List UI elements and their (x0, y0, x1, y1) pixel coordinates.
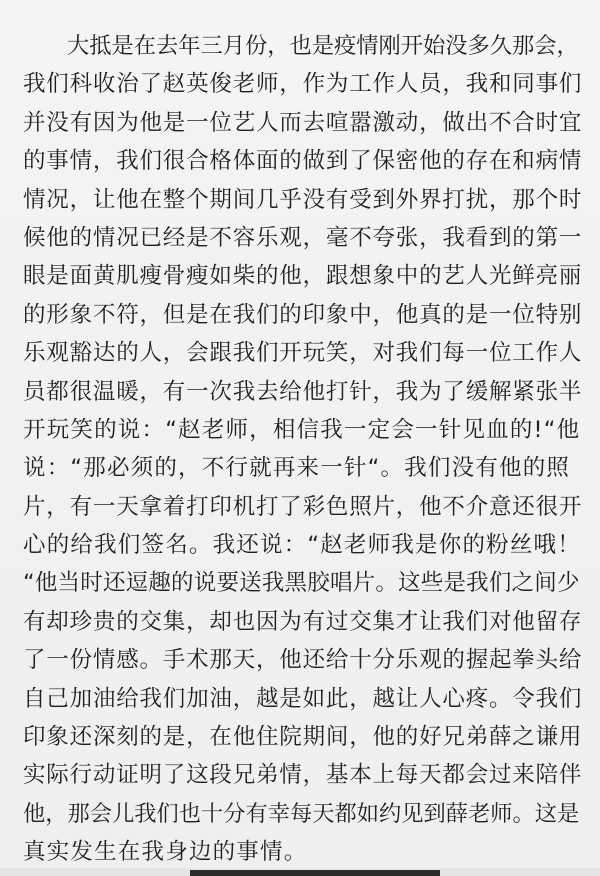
dark-strip (190, 870, 440, 876)
text-line: 的形象不符，但是在我们的印象中，他真的是一位特别 (23, 301, 583, 328)
text-line: 乐观豁达的人，会跟我们开玩笑，对我们每一位工作人 (23, 340, 583, 367)
text-line: 我们科收治了赵英俊老师，作为工作人员，我和同事们 (23, 71, 583, 98)
page-bottom-edge (0, 868, 600, 876)
text-line: 候他的情况已经是不容乐观，毫不夸张，我看到的第一 (23, 224, 583, 251)
text-line: 真实发生在我身边的事情。 (23, 839, 308, 866)
text-line: 开玩笑的说：“赵老师，相信我一定会一针见血的!“他 (23, 416, 581, 443)
text-line: 片，有一天拿着打印机打了彩色照片，他不介意还很开 (23, 493, 583, 520)
text-line: “他当时还逗趣的说要送我黑胶唱片。这些是我们之间少 (23, 570, 580, 597)
text-line: 说：“那必须的，不行就再来一针“。我们没有他的照 (23, 455, 571, 482)
text-line: 并没有因为他是一位艺人而去喧嚣激动，做出不合时宜 (23, 109, 583, 136)
text-line: 的事情，我们很合格体面的做到了保密他的存在和病情 (23, 148, 583, 175)
paragraph (23, 27, 583, 872)
text-line: 他，那会儿我们也十分有幸每天都如约见到薛老师。这是 (23, 800, 580, 827)
text-line: 大抵是在去年三月份，也是疫情刚开始没多久那会， (67, 33, 579, 59)
text-line: 心的给我们签名。我还说：“赵老师我是你的粉丝哦！ (23, 532, 581, 559)
text-line: 眼是面黄肌瘦骨瘦如柴的他，跟想象中的艺人光鲜亮丽 (23, 263, 583, 290)
text-line: 情况，让他在整个期间几乎没有受到外界打扰，那个时 (23, 186, 583, 213)
text-line: 自己加油给我们加油，越是如此，越让人心疼。令我们 (23, 685, 583, 712)
text-line: 有却珍贵的交集，却也因为有过交集才让我们对他留存 (23, 608, 583, 635)
text-line: 了一份情感。手术那天，他还给十分乐观的握起拳头给 (23, 647, 583, 674)
text-line: 印象还深刻的是，在他住院期间，他的好兄弟薛之谦用 (23, 724, 583, 751)
text-line: 员都很温暖，有一次我去给他打针，我为了缓解紧张半 (23, 378, 583, 405)
text-line: 实际行动证明了这段兄弟情，基本上每天都会过来陪伴 (23, 762, 583, 789)
